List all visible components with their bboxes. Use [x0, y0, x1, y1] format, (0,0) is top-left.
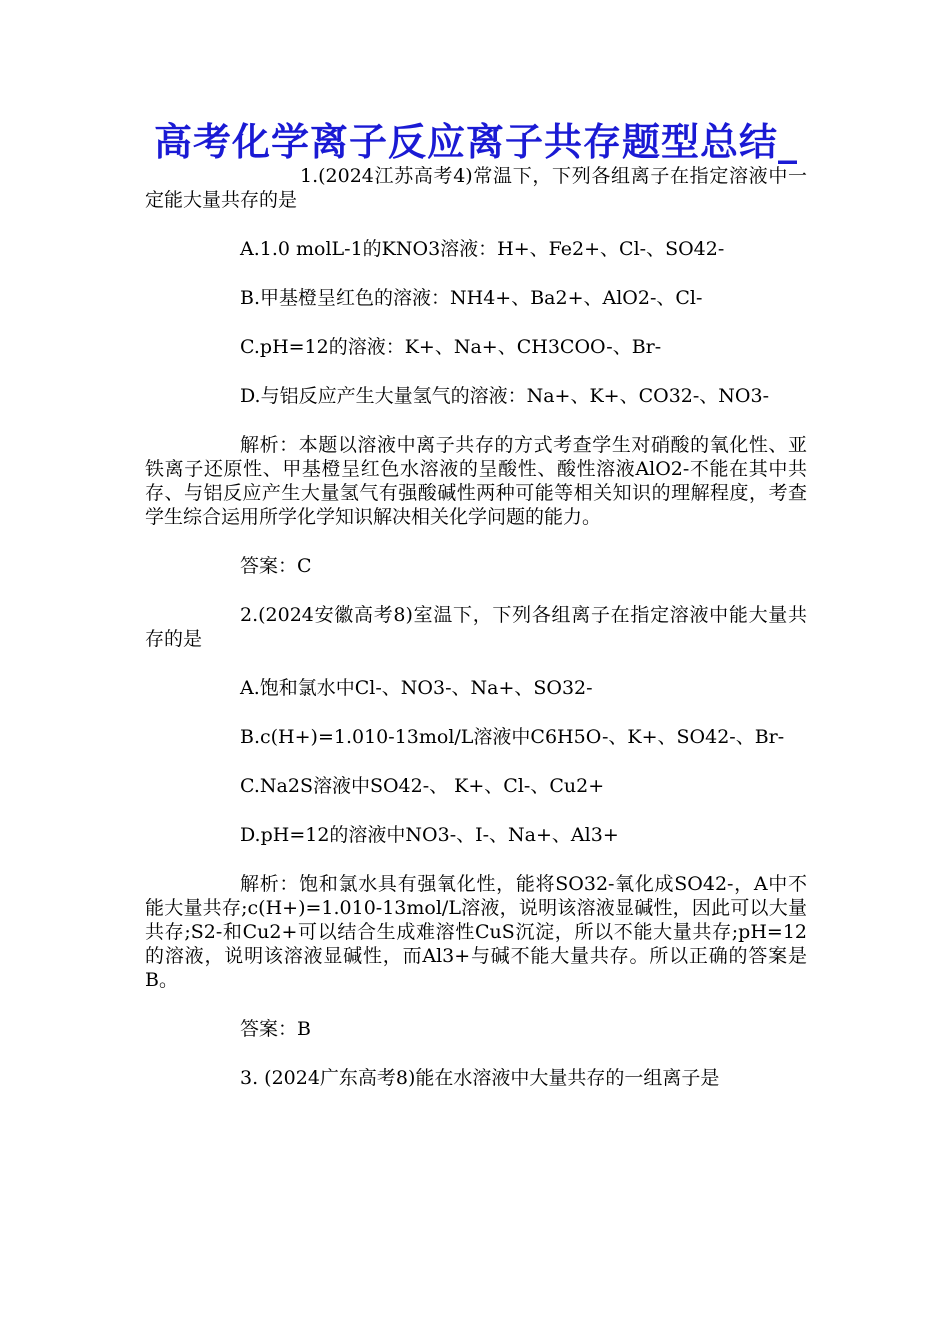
question-1-option-b: B.甲基橙呈红色的溶液：NH4+、Ba2+、AlO2-、Cl- [240, 287, 703, 309]
question-2-stem: 2.(2024安徽高考8)室温下，下列各组离子在指定溶液中能大量共存的是 [145, 604, 807, 650]
question-3-stem: 3. (2024广东高考8)能在水溶液中大量共存的一组离子是 [240, 1067, 720, 1089]
question-1-option-a: A.1.0 molL-1的KNO3溶液：H+、Fe2+、Cl-、SO42- [240, 238, 725, 260]
question-1-analysis: 解析：本题以溶液中离子共存的方式考查学生对硝酸的氧化性、亚铁离子还原性、甲基橙呈红色水溶液的呈酸性、酸性溶液AlO2-不能在其中共存、与铝反应产生大量氢气有强酸碱性两种可能等相关知识的理解程度，考查学生综合运用所学化学知识解决相关化学问题的能力。 [145, 434, 807, 528]
question-2-answer: 答案：B [240, 1018, 311, 1040]
question-1-option-c: C.pH=12的溶液：K+、Na+、CH3COO-、Br- [240, 336, 662, 358]
question-2-option-b: B.c(H+)=1.010-13mol/L溶液中C6H5O-、K+、SO42-、Br- [240, 726, 785, 748]
document-title: 高考化学离子反应离子共存题型总结_ [153, 120, 798, 164]
question-1-option-d: D.与铝反应产生大量氢气的溶液：Na+、K+、CO32-、NO3- [240, 385, 770, 407]
question-2-analysis: 解析：饱和氯水具有强氧化性，能将SO32-氧化成SO42-，A中不能大量共存;c(H+)=1.010-13mol/L溶液，说明该溶液显碱性，因此可以大量共存;S2-和Cu2+可以结合生成难溶性CuS沉淀，所以不能大量共存;pH=12的溶液，说明该溶液显碱性，而Al3+与碱不能大量共存。所以正确的答案是B。 [145, 873, 807, 991]
question-2-option-c: C.Na2S溶液中SO42-、 K+、Cl-、Cu2+ [240, 775, 605, 797]
question-2-option-d: D.pH=12的溶液中NO3-、I-、Na+、Al3+ [240, 824, 619, 846]
question-2-option-a: A.饱和氯水中Cl-、NO3-、Na+、SO32- [240, 677, 593, 699]
question-1-stem: 1.(2024江苏高考4)常温下，下列各组离子在指定溶液中一定能大量共存的是 [145, 165, 807, 211]
document-page [145, 118, 807, 1090]
question-1-answer: 答案：C [240, 555, 312, 577]
